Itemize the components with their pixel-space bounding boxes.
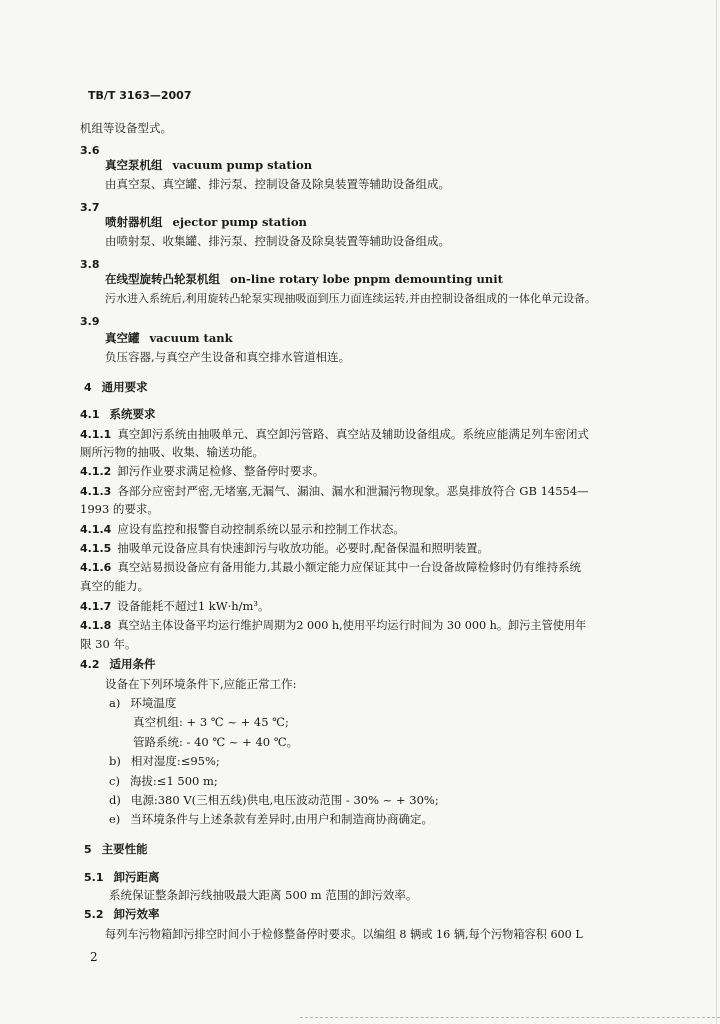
section-heading: [80, 657, 156, 672]
section-title: 卸污距离: [113, 870, 160, 884]
scan-artifact-line: [300, 1017, 720, 1020]
clause-continuation: 限 30 年。: [80, 637, 137, 651]
term-en: vacuum pump station: [172, 158, 313, 172]
section-number: 5.1: [84, 871, 104, 884]
clause-text: 真空卸污系统由抽吸单元、真空卸污管路、真空站及辅助设备组成。系统应能满足列车密闭式: [117, 427, 589, 441]
section-heading: [80, 407, 156, 422]
paragraph: 每列车污物箱卸污排空时间小于检修整备停时要求。以编组 8 辆或 16 辆,每个污物箱容积 600 L: [105, 928, 583, 941]
list-item: [109, 696, 176, 711]
section-number: 4.2: [80, 658, 100, 671]
list-text: 环境温度: [130, 696, 177, 710]
chapter-title: 通用要求: [101, 380, 148, 394]
term-definition: 由喷射泵、收集罐、排污泵、控制设备及除臭装置等辅助设备组成。: [105, 234, 450, 248]
clause-continuation: 1993 的要求。: [80, 502, 159, 516]
clause-number: 4.1.3: [80, 485, 112, 498]
list-item: [109, 754, 220, 769]
term-entry: [105, 331, 233, 346]
term-zh: 在线型旋转凸轮泵机组: [105, 272, 220, 286]
clause-number: 4.1.6: [80, 561, 112, 574]
list-label: c): [109, 774, 120, 788]
clause: [80, 599, 270, 614]
section-number: 5.2: [84, 908, 104, 921]
term-definition: 负压容器,与真空产生设备和真空排水管道相连。: [105, 350, 351, 364]
page-number: 2: [90, 950, 98, 964]
list-item: [109, 812, 433, 827]
chapter-heading: [84, 842, 148, 857]
page-edge: [716, 0, 717, 1024]
clause: [80, 484, 589, 499]
section-number: 3.7: [80, 201, 100, 214]
clause-text: 真空站主体设备平均运行维护周期为2 000 h,使用平均运行时间为 30 000 h。卸污主管使用年: [117, 619, 587, 632]
term-zh: 真空泵机组: [105, 158, 163, 172]
list-label: e): [109, 812, 121, 826]
clause-text: 卸污作业要求满足检修、整备停时要求。: [117, 464, 325, 478]
section-heading: [84, 870, 160, 885]
list-text: 当环境条件与上述条款有差异时,由用户和制造商协商确定。: [130, 812, 433, 826]
section-heading: [84, 907, 160, 922]
term-entry: [105, 158, 312, 173]
term-en: on-line rotary lobe pnpm demounting unit: [230, 272, 503, 286]
chapter-number: 5: [84, 843, 92, 856]
clause: [80, 427, 589, 442]
standard-header: TB/T 3163—2007: [88, 89, 192, 102]
sub-item: 管路系统: - 40 ℃ ~ + 40 ℃。: [133, 735, 299, 749]
clause-text: 应设有监控和报警自动控制系统以显示和控制工作状态。: [117, 522, 405, 536]
clause-text: 抽吸单元设备应具有快速卸污与收放功能。必要时,配备保温和照明装置。: [117, 541, 489, 555]
term-definition: 由真空泵、真空罐、排污泵、控制设备及除臭装置等辅助设备组成。: [105, 177, 450, 191]
section-title: 适用条件: [109, 657, 156, 671]
term-definition: 污水进入系统后,利用旋转凸轮泵实现抽吸面到压力面连续运转,并由控制设备组成的一体化单元设备。: [105, 292, 596, 305]
clause-number: 4.1.4: [80, 523, 112, 536]
section-number: 3.9: [80, 315, 100, 328]
term-en: ejector pump station: [172, 215, 307, 229]
term-entry: [105, 215, 307, 230]
term-entry: [105, 272, 503, 287]
section-title: 卸污效率: [113, 907, 160, 921]
clause-text: 设备能耗不超过1 kW·h/m³。: [117, 599, 270, 613]
text-line: 机组等设备型式。: [80, 121, 172, 135]
clause: [80, 464, 324, 479]
clause-number: 4.1.2: [80, 465, 112, 478]
clause: [80, 522, 405, 537]
term-zh: 真空罐: [105, 331, 140, 345]
list-label: a): [109, 696, 121, 710]
list-item: [109, 793, 439, 808]
term-en: vacuum tank: [149, 331, 233, 345]
clause-continuation: 真空的能力。: [80, 579, 149, 593]
chapter-number: 4: [84, 381, 92, 394]
clause: [80, 541, 489, 556]
chapter-heading: [84, 380, 148, 395]
clause-number: 4.1.1: [80, 428, 112, 441]
clause-number: 4.1.5: [80, 542, 112, 555]
clause: [80, 618, 586, 633]
list-item: [109, 774, 218, 789]
sub-item: 真空机组: + 3 ℃ ~ + 45 ℃;: [133, 715, 289, 729]
clause-continuation: 厕所污物的抽吸、收集、输送功能。: [80, 445, 264, 459]
clause-number: 4.1.8: [80, 619, 112, 632]
section-number: 3.8: [80, 258, 100, 271]
clause-text: 各部分应密封严密,无堵塞,无漏气、漏油、漏水和泄漏污物现象。恶臭排放符合 GB 14554—: [117, 484, 589, 498]
section-title: 系统要求: [109, 407, 156, 421]
list-label: b): [109, 754, 121, 768]
term-zh: 喷射器机组: [105, 215, 163, 229]
section-number: 3.6: [80, 144, 100, 157]
chapter-title: 主要性能: [101, 842, 148, 856]
clause-number: 4.1.7: [80, 600, 112, 613]
clause-text: 真空站易损设备应有备用能力,其最小额定能力应保证其中一台设备故障检修时仍有维持系统: [117, 560, 581, 574]
list-text: 电源:380 V(三相五线)供电,电压波动范围 - 30% ~ + 30%;: [130, 793, 439, 807]
paragraph: 系统保证整条卸污线抽吸最大距离 500 m 范围的卸污效率。: [109, 888, 418, 902]
list-text: 相对湿度:≤95%;: [130, 754, 220, 768]
intro-text: 设备在下列环境条件下,应能正常工作:: [105, 677, 297, 691]
list-label: d): [109, 793, 121, 807]
list-text: 海拔:≤1 500 m;: [129, 774, 218, 788]
clause: [80, 560, 581, 575]
section-number: 4.1: [80, 408, 100, 421]
